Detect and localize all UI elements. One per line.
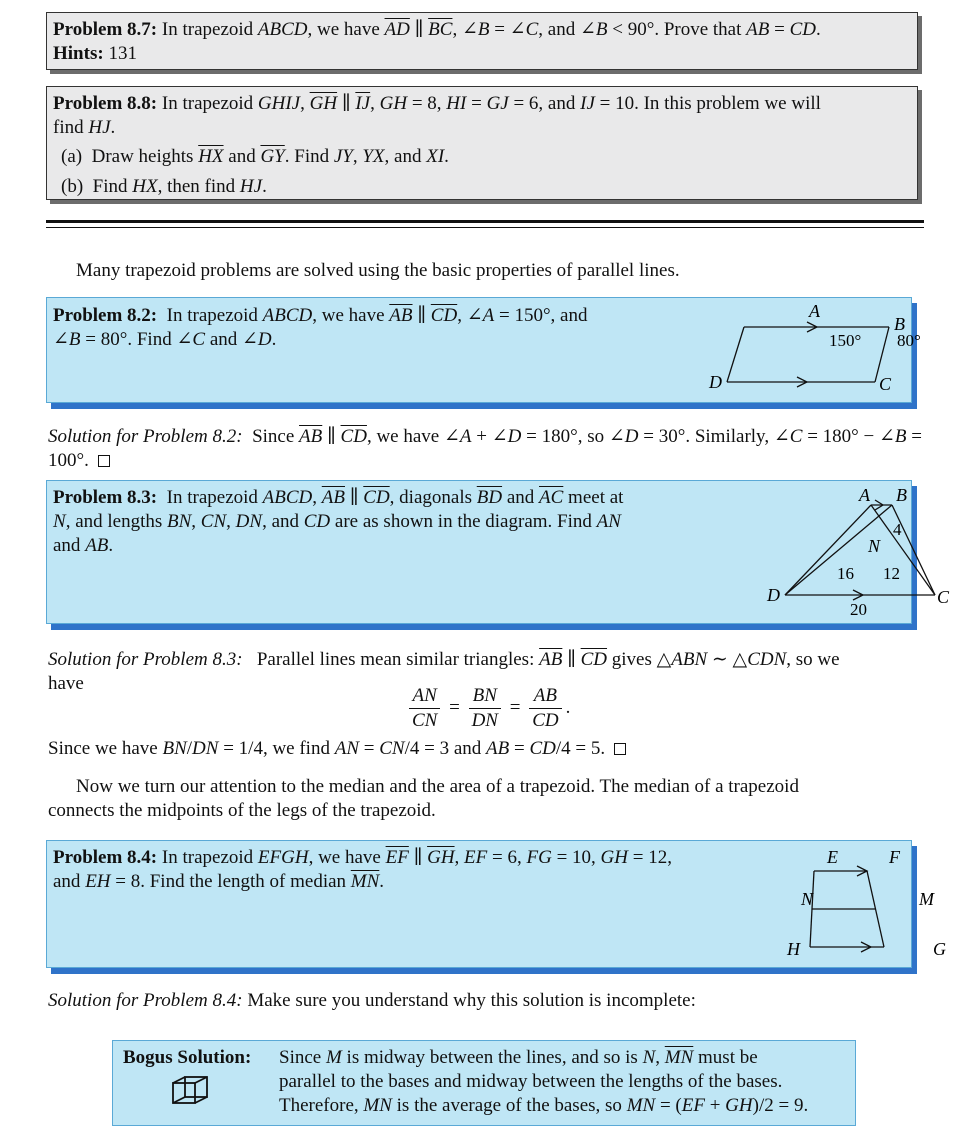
problem-8-7-label: Problem 8.7: [53,19,158,40]
problem-8-2-statement-line1: Problem 8.2: In trapezoid ABCD, we have $\overline{AB}$ ∥ $\overline{CD}$, ∠A = 150°, and [53,305,588,326]
problem-8-2-label: Problem 8.2: [53,305,158,326]
solution-8-2-line2: 100°. [48,449,110,473]
vertex-label-f: F [889,847,900,867]
problem-8-7-box [46,12,918,70]
solution-8-4-label: Solution for Problem 8.4: [48,990,243,1011]
section-divider-thick [46,220,924,223]
solution-8-3-label: Solution for Problem 8.3: [48,649,243,670]
bogus-solution-line2: parallel to the bases and midway between the lengths of the bases. [279,1071,783,1092]
solution-8-3-line1: Solution for Problem 8.3: Parallel lines mean similar triangles: $\overline{AB}$ ∥ $\overline{CD}$ gives △ABN ∼ △CDN, so we [48,649,840,670]
trapezoid-median-diagram [737,843,946,965]
vertex-label-g: G [933,939,946,959]
problem-8-7-statement: Problem 8.7: In trapezoid ABCD, we have $\overline{AD}$ ∥ $\overline{BC}$, ∠B = ∠C, and ∠B < 90°. Prove that AB = CD. [53,19,821,40]
median-intro-line1: Now we turn our attention to the median and the area of a trapezoid. The median of a trapezoid [76,776,799,797]
angle-label-b: 80° [897,331,921,350]
solution-8-4-line [48,989,696,1013]
intro-paragraph: Many trapezoid problems are solved using the basic properties of parallel lines. [76,260,680,281]
problem-8-8-statement-line2: find HJ. [53,117,116,138]
vertex-label-c: C [879,374,892,394]
bogus-cube-icon [171,1075,211,1107]
length-label-dn: 16 [837,564,854,583]
vertex-label-c: C [937,587,950,607]
hints-value: 131 [108,43,137,64]
angle-label-a: 150° [829,331,862,350]
vertex-label-d: D [767,585,780,605]
intersection-label-n: N [868,536,881,556]
vertex-label-a: A [809,301,820,321]
solution-8-2-line1: Solution for Problem 8.2: Since $\overline{AB}$ ∥ $\overline{CD}$, we have ∠A + ∠D = 180°, so ∠D = 30°. Similarly, ∠C = 180° − ∠B = [48,426,922,447]
problem-8-8-statement-line1: Problem 8.8: In trapezoid GHIJ, $\overline{GH}$ ∥ $\overline{IJ}$, GH = 8, HI = GJ = 6, and IJ = 10. In this problem we will [53,93,821,114]
problem-8-4-label: Problem 8.4: [53,847,158,868]
problem-8-4-statement-line1: Problem 8.4: In trapezoid EFGH, we have $\overline{EF}$ ∥ $\overline{GH}$, EF = 6, FG = 10, GH = 12, [53,847,672,868]
qed-box-icon [614,743,626,755]
length-label-cd: 20 [850,600,867,619]
problem-8-3-box [46,480,950,624]
solution-8-4-text: Make sure you understand why this solution is incomplete: [247,990,696,1011]
problem-8-7-hints: Hints: 131 [53,43,137,64]
midpoint-label-n: N [801,889,814,909]
problem-8-3-statement-line2: N, and lengths BN, CN, DN, and CD are as shown in the diagram. Find AN [53,511,621,532]
qed-box-icon [98,455,110,467]
problem-8-3-statement-line3: and AB. [53,535,114,556]
bogus-solution-label: Bogus Solution: [123,1047,252,1068]
problem-8-2-box [46,297,921,403]
vertex-label-b: B [894,314,905,334]
section-divider-thin [46,227,924,228]
problem-8-3-statement-line1: Problem 8.3: In trapezoid ABCD, $\overline{AB}$ ∥ $\overline{CD}$, diagonals $\overline{BD}$ and $\overline{AC}$ meet at [53,487,624,508]
problem-8-4-statement-line2: and EH = 8. Find the length of median $\overline{MN}$. [53,871,385,892]
vertex-label-e: E [827,847,838,867]
midpoint-label-m: M [919,889,934,909]
vertex-label-b: B [896,485,907,505]
median-intro-line2: connects the midpoints of the legs of the trapezoid. [48,800,436,821]
problem-8-8-part-b: (b) Find HX, then find HJ. [61,176,267,197]
problem-8-8-part-a: (a) Draw heights $\overline{HX}$ and $\overline{GY}$. Find JY, YX, and XI. [61,146,449,167]
bogus-solution-line1: Since M is midway between the lines, and so is N, $\overline{MN}$ must be [279,1047,758,1068]
solution-8-2-label: Solution for Problem 8.2: [48,426,243,447]
problem-8-3-label: Problem 8.3: [53,487,158,508]
problem-8-8-box [46,86,918,200]
solution-8-3-line3: Since we have BN/DN = 1/4, we find AN = CN/4 = 3 and AB = CD/4 = 5. [48,737,626,761]
solution-8-3-line2: have [48,673,84,694]
vertex-label-h: H [787,939,800,959]
length-label-cn: 12 [883,564,900,583]
similarity-ratio-equation: $\frac{AN}{CN}$ = $\frac{BN}{DN}$ = $\frac{AB}{CD}$ . [405,684,570,733]
length-label-bn: 4 [893,520,902,539]
vertex-label-a: A [859,485,870,505]
trapezoid-diagonals-diagram [707,483,950,621]
problem-8-8-label: Problem 8.8: [53,93,158,114]
bogus-solution-box [112,1040,856,1126]
trapezoid-abcd-angle-diagram [657,301,921,398]
vertex-label-d: D [709,372,722,392]
bogus-solution-line3: Therefore, MN is the average of the bases, so MN = (EF + GH)/2 = 9. [279,1095,809,1116]
problem-8-2-statement-line2: ∠B = 80°. Find ∠C and ∠D. [53,329,277,350]
problem-8-4-box [46,840,946,968]
